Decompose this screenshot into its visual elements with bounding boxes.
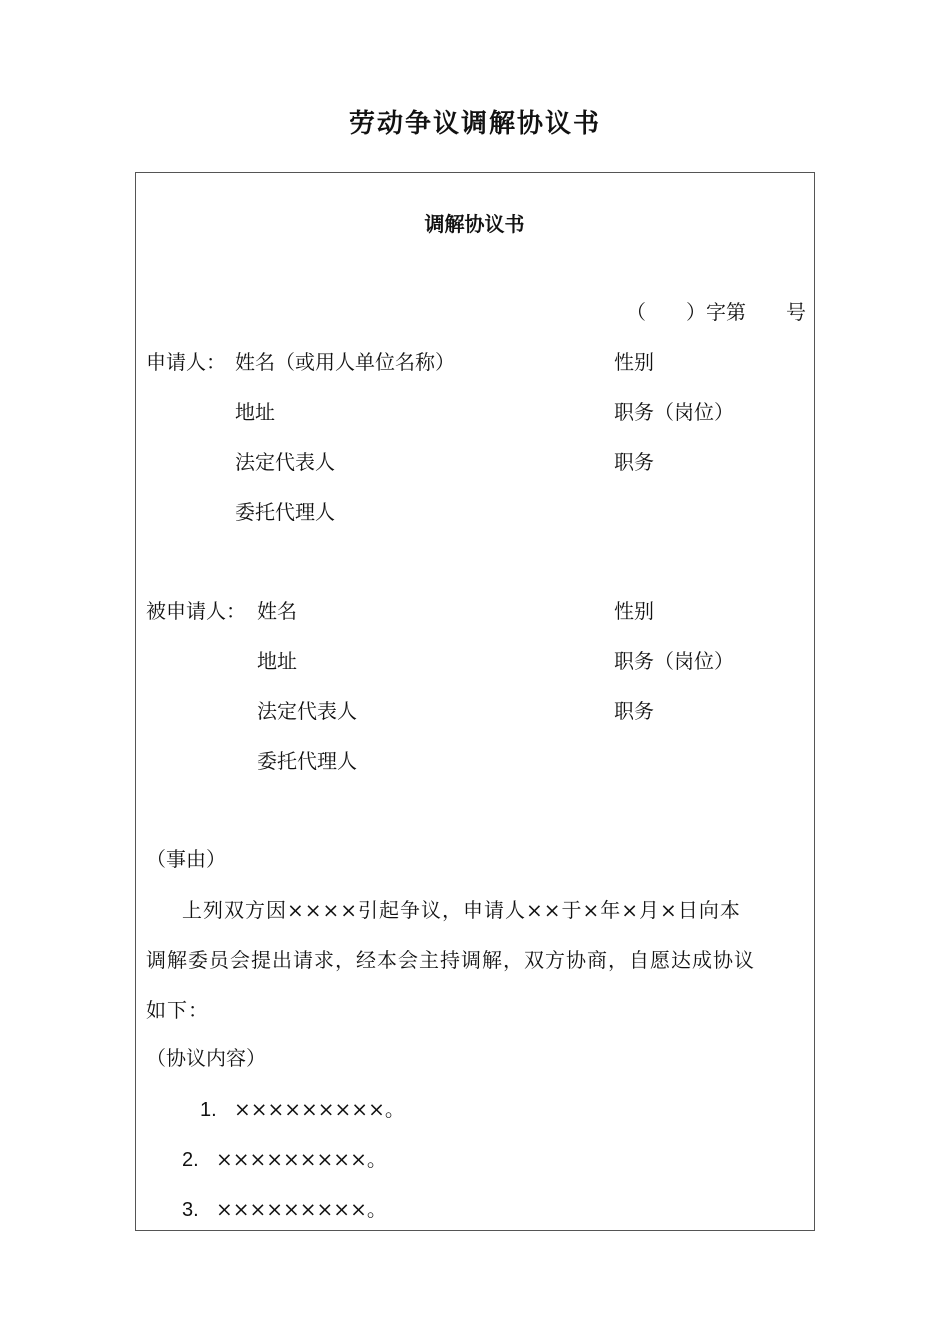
agreement-item-number: 1. bbox=[200, 1099, 217, 1121]
applicant-legal-rep-label: 法定代表人 bbox=[235, 450, 335, 474]
agreement-item-text: ×××××××××。 bbox=[216, 1147, 387, 1171]
agreement-item-number: 3. bbox=[182, 1199, 199, 1221]
reason-line-3: 如下： bbox=[146, 998, 209, 1022]
document-title: 劳动争议调解协议书 bbox=[348, 109, 601, 139]
applicant-duty-label: 职务 bbox=[614, 450, 654, 474]
case-number-open: （ bbox=[626, 300, 646, 324]
respondent-position-label: 职务（岗位） bbox=[614, 649, 734, 673]
respondent-address-label: 地址 bbox=[257, 649, 297, 673]
reason-line-1: 上列双方因××××引起争议，申请人××于×年×月×日向本 bbox=[182, 898, 741, 922]
agreement-item-text: ×××××××××。 bbox=[216, 1197, 387, 1221]
agreement-frame bbox=[135, 172, 815, 1231]
agreement-subtitle: 调解协议书 bbox=[424, 212, 525, 236]
agreement-item-text: ×××××××××。 bbox=[234, 1097, 405, 1121]
case-number-label: ）字第 bbox=[686, 300, 746, 324]
respondent-heading: 被申请人： bbox=[146, 599, 246, 623]
respondent-duty-label: 职务 bbox=[614, 699, 654, 723]
case-number-end: 号 bbox=[786, 300, 806, 324]
agreement-item-number: 2. bbox=[182, 1149, 199, 1171]
agreement-heading: （协议内容） bbox=[146, 1046, 266, 1070]
reason-line-2: 调解委员会提出请求，经本会主持调解，双方协商，自愿达成协议 bbox=[146, 948, 755, 972]
respondent-gender-label: 性别 bbox=[614, 599, 654, 623]
agreement-item bbox=[182, 1144, 387, 1175]
applicant-agent-label: 委托代理人 bbox=[235, 500, 335, 524]
applicant-name-label: 姓名（或用人单位名称） bbox=[235, 350, 455, 374]
agreement-item bbox=[182, 1194, 387, 1225]
applicant-address-label: 地址 bbox=[235, 400, 275, 424]
applicant-gender-label: 性别 bbox=[614, 350, 654, 374]
respondent-agent-label: 委托代理人 bbox=[257, 749, 357, 773]
applicant-position-label: 职务（岗位） bbox=[614, 400, 734, 424]
reason-heading: （事由） bbox=[146, 847, 226, 871]
applicant-heading: 申请人： bbox=[146, 350, 226, 374]
agreement-item bbox=[200, 1094, 405, 1125]
respondent-name-label: 姓名 bbox=[257, 599, 297, 623]
respondent-legal-rep-label: 法定代表人 bbox=[257, 699, 357, 723]
